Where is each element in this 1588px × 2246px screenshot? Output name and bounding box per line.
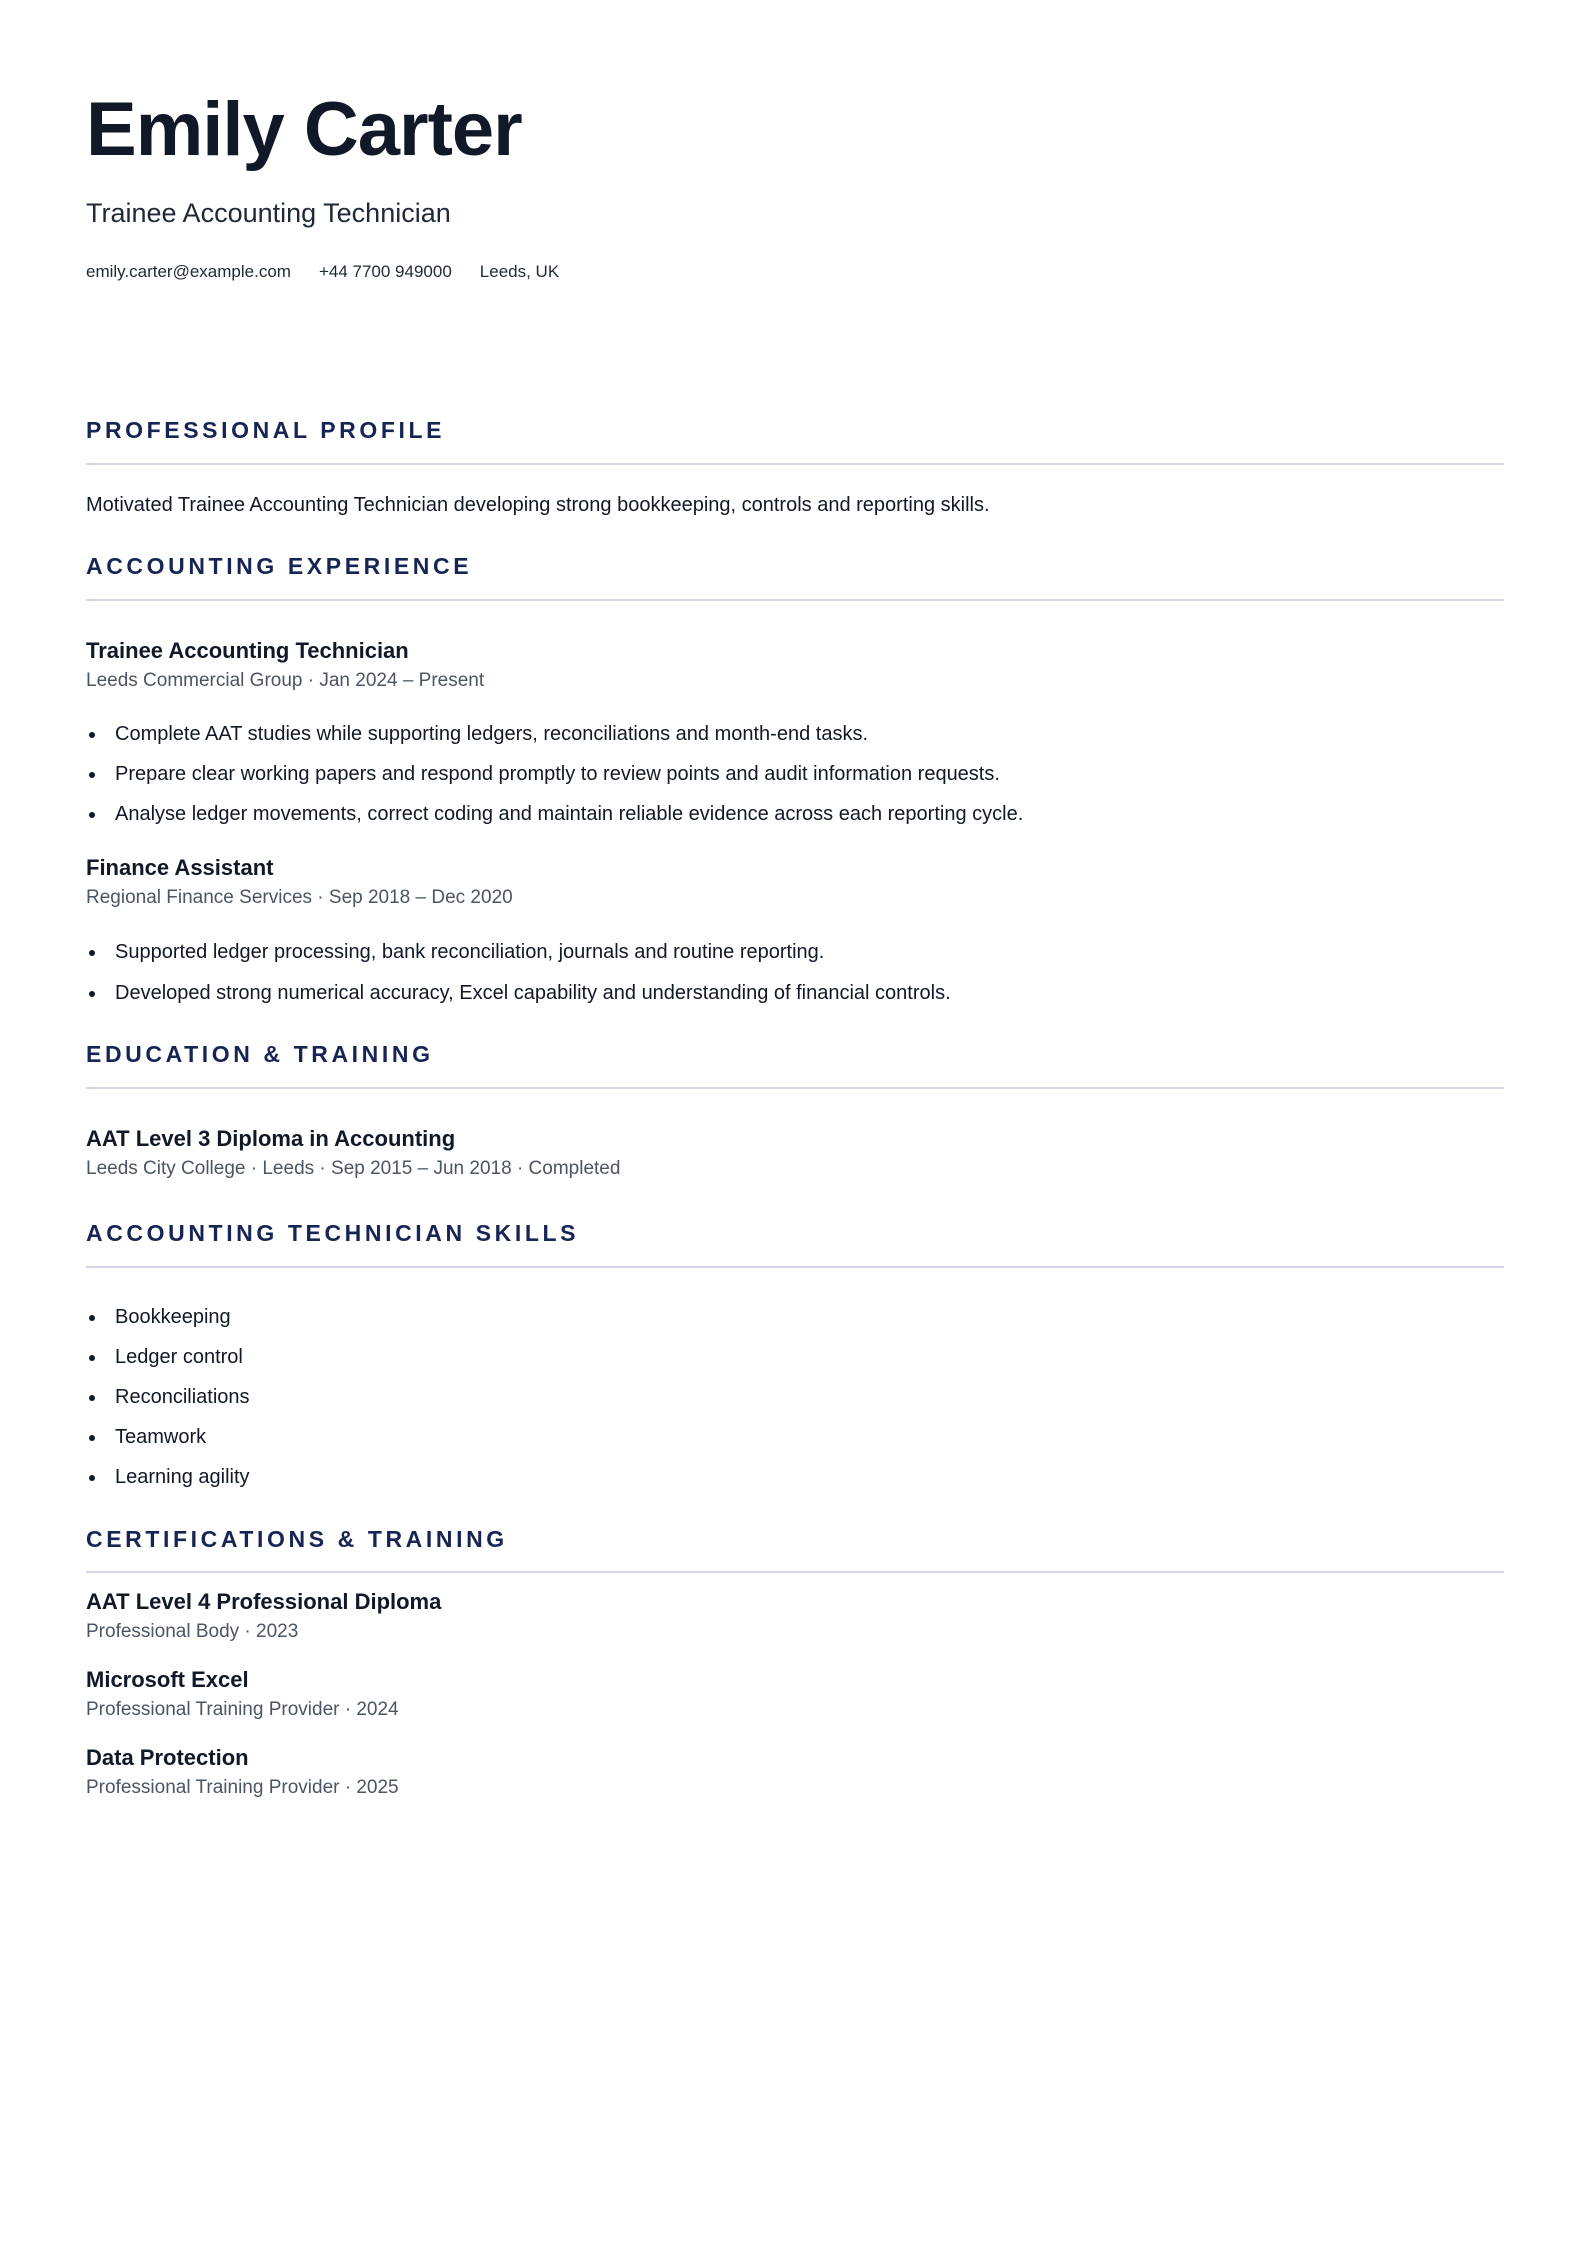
skill-item: Teamwork — [86, 1425, 206, 1449]
contact-info — [86, 262, 559, 282]
skill-item: Learning agility — [86, 1465, 250, 1489]
section-heading-profile: PROFESSIONAL PROFILE — [86, 417, 446, 443]
job-title: Trainee Accounting Technician — [86, 638, 409, 663]
job-bullet: Complete AAT studies while supporting ledgers, reconciliations and month-end tasks. — [86, 722, 868, 746]
section-divider — [86, 1087, 1504, 1089]
contact-phone[interactable]: +44 7700 949000 — [318, 262, 452, 281]
certification-meta: Professional Body · 2023 — [86, 1621, 299, 1642]
section-heading-certifications: CERTIFICATIONS & TRAINING — [86, 1526, 508, 1552]
job-bullet: Analyse ledger movements, correct coding and maintain reliable evidence across each reporting cycle. — [86, 802, 1023, 826]
contact-email[interactable]: emily.carter@example.com — [86, 262, 291, 281]
job-meta: Leeds Commercial Group · Jan 2024 – Present — [86, 670, 485, 691]
section-heading-experience: ACCOUNTING EXPERIENCE — [86, 553, 473, 579]
section-divider — [86, 1571, 1504, 1573]
certification-meta: Professional Training Provider · 2025 — [86, 1777, 399, 1798]
skill-item: Bookkeeping — [86, 1305, 231, 1329]
skill-item: Ledger control — [86, 1345, 243, 1369]
section-heading-education: EDUCATION & TRAINING — [86, 1041, 434, 1067]
job-title: Finance Assistant — [86, 855, 274, 880]
section-heading-skills: ACCOUNTING TECHNICIAN SKILLS — [86, 1220, 580, 1246]
contact-location: Leeds, UK — [479, 262, 560, 281]
job-bullet: Prepare clear working papers and respond promptly to review points and audit information requests. — [86, 762, 1000, 786]
certification-title: Data Protection — [86, 1745, 249, 1770]
job-bullet: Supported ledger processing, bank reconciliation, journals and routine reporting. — [86, 940, 824, 964]
candidate-name: Emily Carter — [86, 87, 522, 172]
section-divider — [86, 1266, 1504, 1268]
section-divider — [86, 599, 1504, 601]
education-meta: Leeds City College · Leeds · Sep 2015 – Jun 2018 · Completed — [86, 1158, 621, 1179]
certification-title: Microsoft Excel — [86, 1667, 249, 1692]
education-title: AAT Level 3 Diploma in Accounting — [86, 1126, 456, 1151]
certification-meta: Professional Training Provider · 2024 — [86, 1699, 399, 1720]
job-bullet: Developed strong numerical accuracy, Excel capability and understanding of financial controls. — [86, 981, 951, 1005]
job-meta: Regional Finance Services · Sep 2018 – Dec 2020 — [86, 887, 513, 908]
certification-title: AAT Level 4 Professional Diploma — [86, 1589, 442, 1614]
skill-item: Reconciliations — [86, 1385, 250, 1409]
section-divider — [86, 463, 1504, 465]
profile-summary: Motivated Trainee Accounting Technician developing strong bookkeeping, controls and reporting skills. — [86, 494, 990, 516]
candidate-title: Trainee Accounting Technician — [86, 198, 451, 228]
